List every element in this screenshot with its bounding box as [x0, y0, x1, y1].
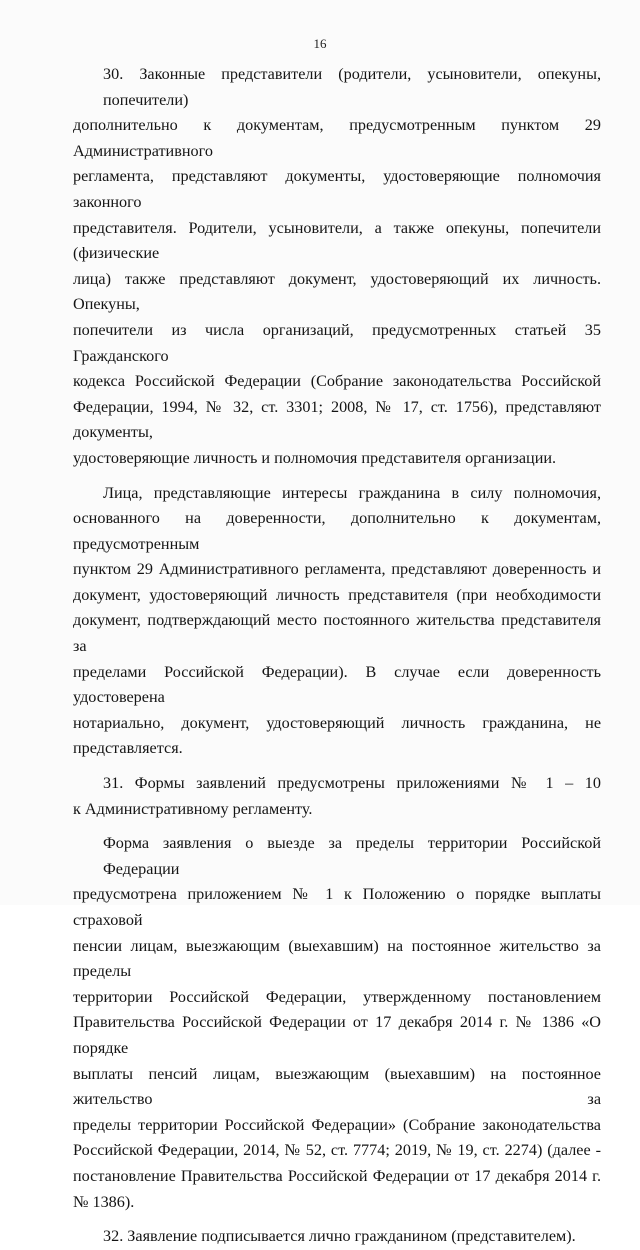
document-body	[73, 62, 601, 1250]
paragraph-31-form-description	[73, 831, 601, 1215]
paragraph-32	[73, 1224, 601, 1250]
text-line: нотариально, документ, удостоверяющий личность гражданина, не	[73, 713, 601, 732]
text-line: 30. Законные представители (родители, усыновители, опекуны, попечители)	[103, 65, 601, 109]
paragraph-30	[73, 62, 601, 472]
text-line: документ, подтверждающий место постоянного жительства представителя за	[73, 611, 601, 656]
paragraph-30-representatives	[73, 481, 601, 763]
text-line: представляется.	[73, 739, 183, 758]
text-line: территории Российской Федерации, утвержденному постановлением	[73, 987, 601, 1006]
text-line: № 1386).	[73, 1192, 135, 1211]
text-line: дополнительно к документам, предусмотренным пунктом 29 Административного	[73, 116, 601, 160]
text-line: постановление Правительства Российской Федерации от 17 декабря 2014 г.	[73, 1166, 601, 1185]
text-line: 32. Заявление подписывается лично гражданином (представителем).	[103, 1227, 576, 1246]
text-line: основанного на доверенности, дополнительно к документам, предусмотренным	[73, 509, 601, 553]
text-line: попечители из числа организаций, предусмотренных статьей 35 Гражданского	[73, 320, 601, 365]
text-line: удостоверяющие личность и полномочия представителя организации.	[73, 448, 557, 467]
text-line: Федерации, 1994, № 32, ст. 3301; 2008, № 17, ст. 1756), представляют документы,	[73, 397, 601, 442]
text-line: лица) также представляют документ, удостоверяющий их личность. Опекуны,	[73, 269, 601, 314]
text-line: кодекса Российской Федерации (Собрание законодательства Российской	[73, 372, 601, 391]
text-line: Правительства Российской Федерации от 17 декабря 2014 г. № 1386 «О порядке	[73, 1013, 601, 1057]
text-line: Российской Федерации, 2014, № 52, ст. 7774; 2019, № 19, ст. 2274) (далее -	[73, 1141, 601, 1160]
text-line: пунктом 29 Административного регламента, представляют доверенность и	[73, 560, 601, 579]
text-line: пенсии лицам, выезжающим (выехавшим) на постоянное жительство за пределы	[73, 936, 601, 981]
page-number: 16	[313, 36, 327, 51]
text-line: Форма заявления о выезде за пределы территории Российской Федерации	[103, 834, 601, 878]
text-line: выплаты пенсий лицам, выезжающим (выехавшим) на постоянное жительство за	[73, 1064, 601, 1109]
text-line: предусмотрена приложением № 1 к Положению о порядке выплаты страховой	[73, 885, 601, 929]
text-line: к Административному регламенту.	[73, 799, 313, 818]
text-line: 31. Формы заявлений предусмотрены приложениями № 1 – 10	[103, 774, 601, 793]
text-line: документ, удостоверяющий личность представителя (при необходимости	[73, 585, 601, 604]
text-line: регламента, представляют документы, удостоверяющие полномочия законного	[73, 167, 601, 211]
text-line: Лица, представляющие интересы гражданина в силу полномочия,	[103, 483, 601, 502]
text-line: пределы территории Российской Федерации» (Собрание законодательства	[73, 1115, 601, 1134]
paragraph-31	[73, 771, 601, 822]
text-line: пределами Российской Федерации). В случае если доверенность удостоверена	[73, 662, 601, 707]
text-line: представителя. Родители, усыновители, а также опекуны, попечители (физические	[73, 218, 601, 263]
